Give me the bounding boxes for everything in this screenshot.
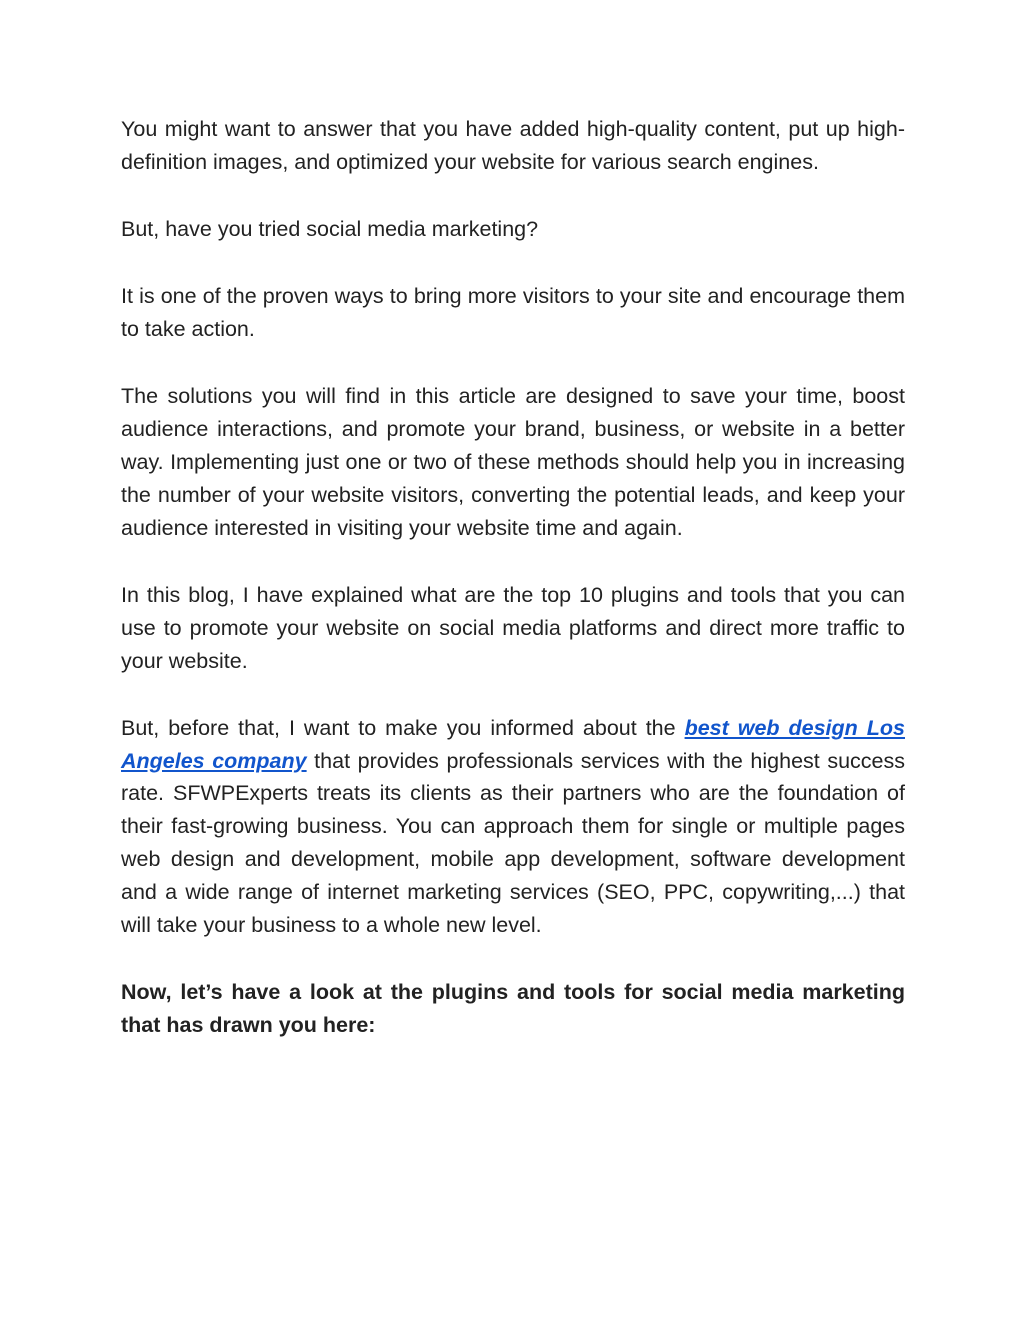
paragraph-question: But, have you tried social media marketing? <box>121 217 539 242</box>
document-body <box>121 113 905 1076</box>
paragraph-closing-heading: Now, let’s have a look at the plugins and tools for social media marketing that has drawn you here: <box>121 979 905 1037</box>
paragraph-company-details: that provides professionals services with the highest success rate. SFWPExperts treats its clients as their partners who are the foundation of their fast-growing business. You can approach them for single or multiple pages web design and development, mobile app development, software development and a wide range of internet marketing services (SEO, PPC, copywriting,...) that will take your business to a whole new level. <box>121 748 906 937</box>
paragraph-intro: You might want to answer that you have added high-quality content, put up high-definition images, and optimized your website for various search engines. <box>121 117 905 174</box>
paragraph-company <box>121 712 905 942</box>
paragraph-proven-ways: It is one of the proven ways to bring more visitors to your site and encourage them to take action. <box>121 284 905 342</box>
paragraph-company-intro: But, before that, I want to make you informed about the <box>121 715 685 740</box>
paragraph-blog-overview: In this blog, I have explained what are the top 10 plugins and tools that you can use to promote your website on social media platforms and direct more traffic to your website. <box>121 582 905 673</box>
paragraph-solutions: The solutions you will find in this article are designed to save your time, boost audience interactions, and promote your brand, business, or website in a better way. Implementing just one or two of these methods should help you in increasing the number of your website visitors, converting the potential leads, and keep your audience interested in visiting your website time and again. <box>121 384 905 540</box>
web-design-company-link[interactable]: best web design Los Angeles company <box>121 715 905 773</box>
